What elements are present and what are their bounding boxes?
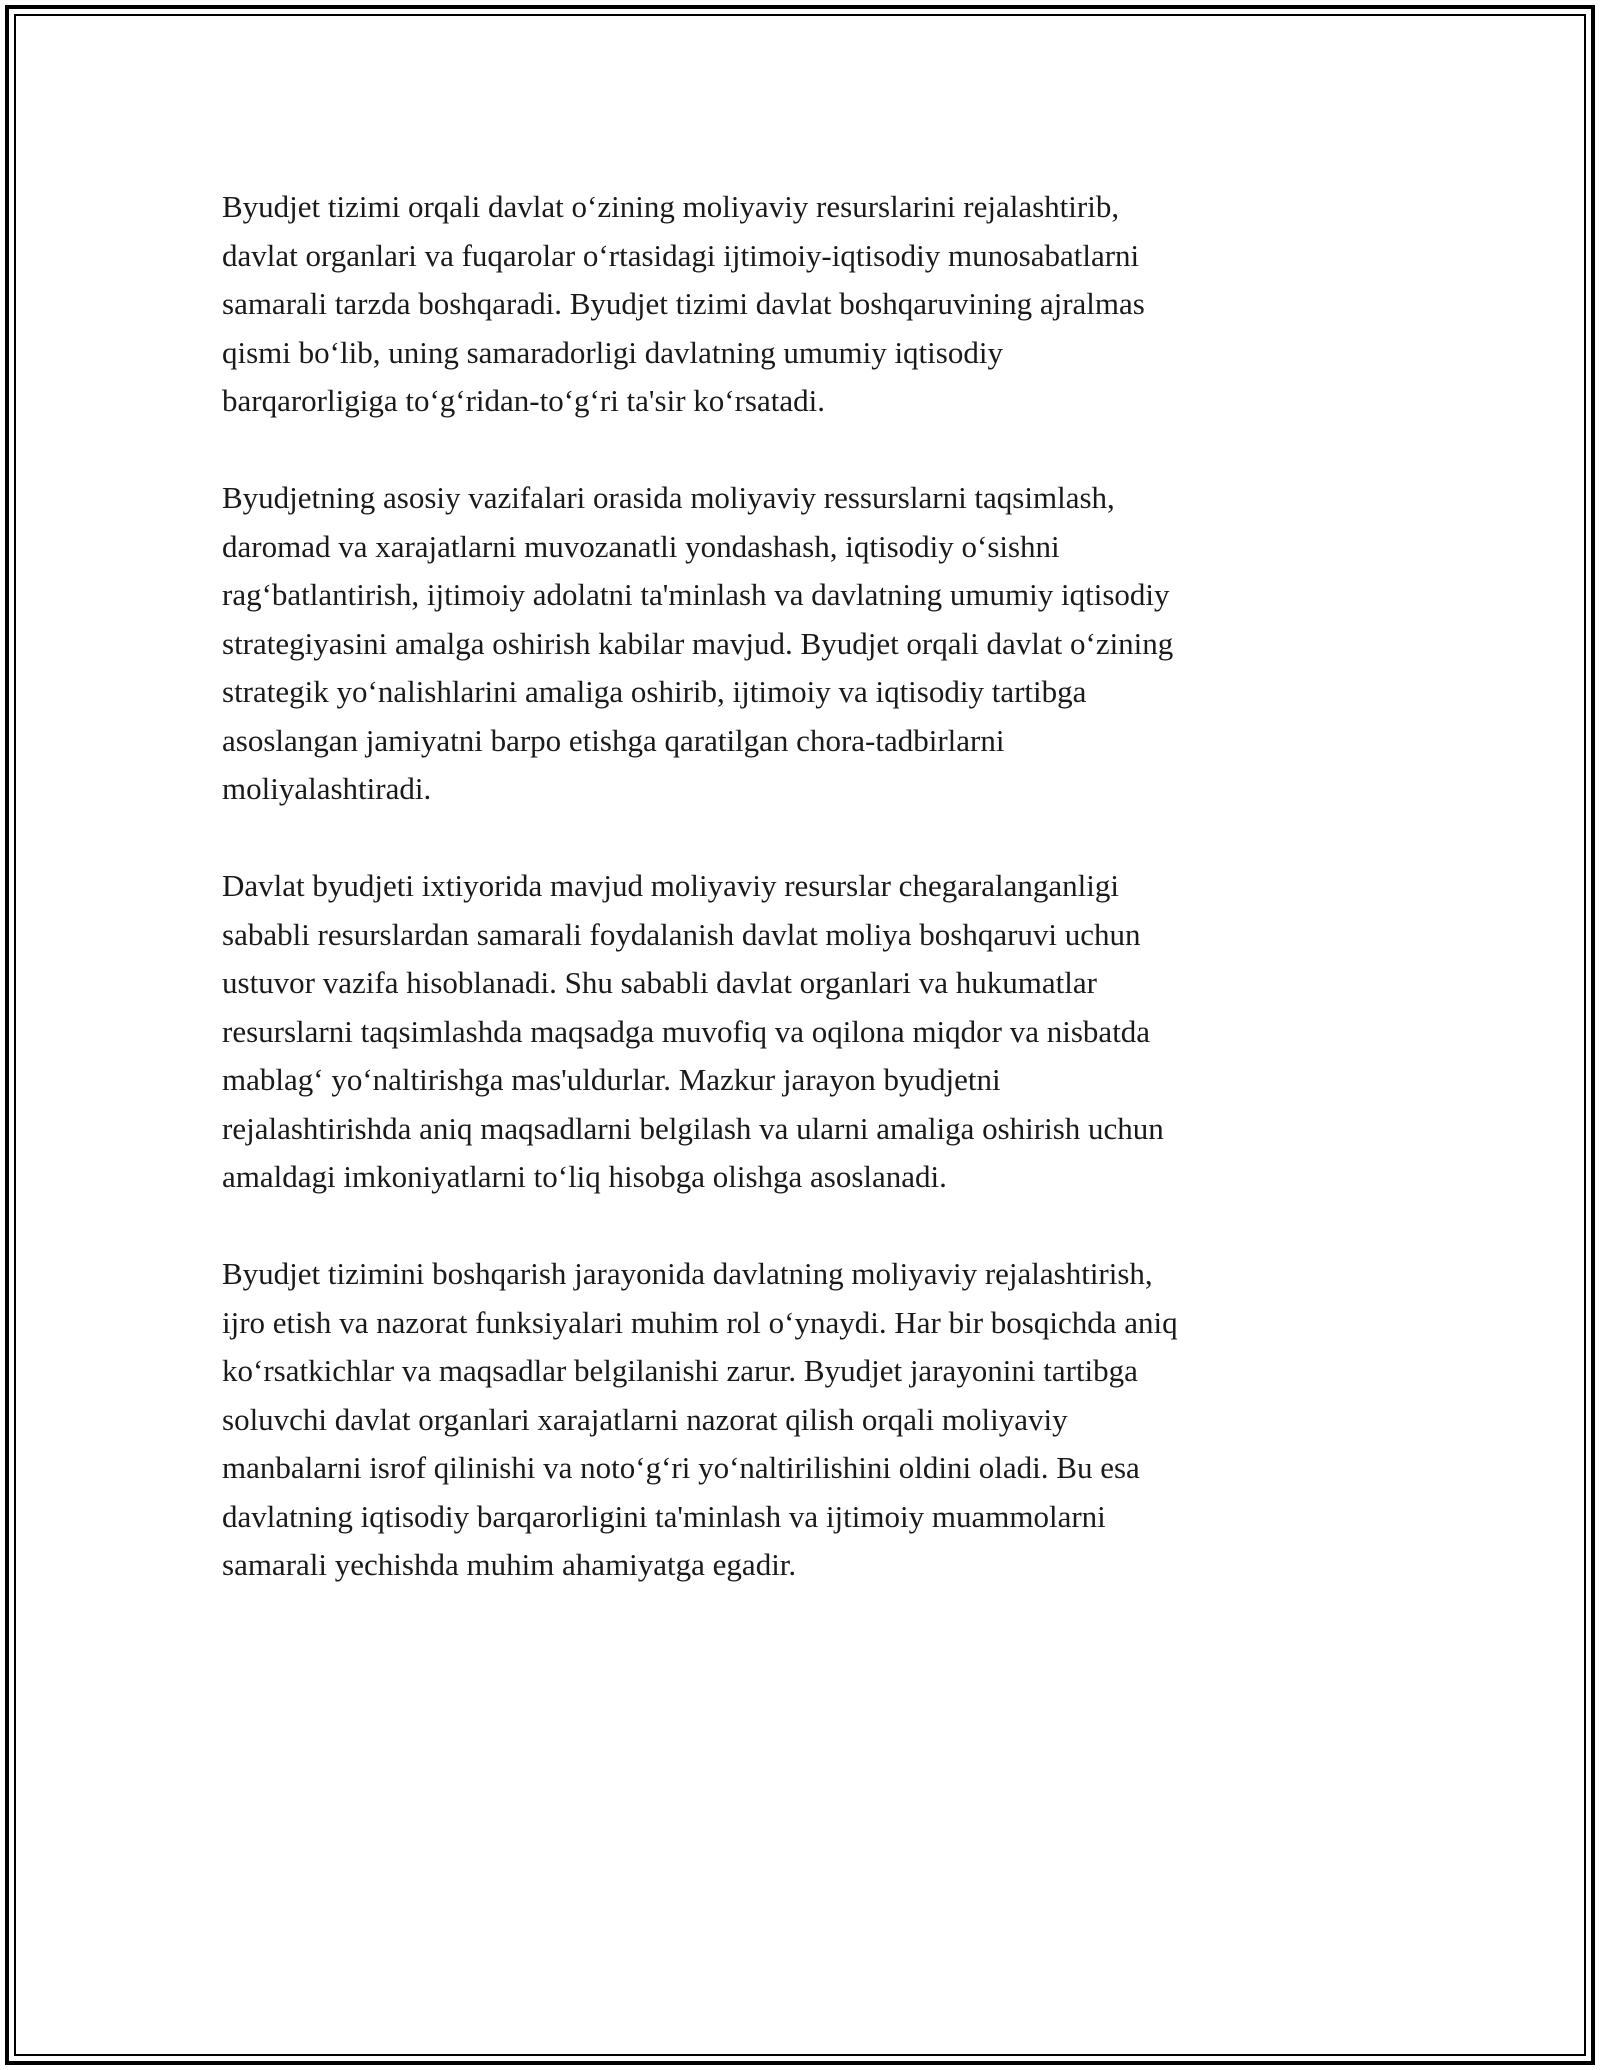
text-line: strategik yo‘nalishlarini amaliga oshirib, ijtimoiy va iqtisodiy tartibga [222,674,1087,709]
paragraph-2 [222,474,1372,814]
text-line: davlat organlari va fuqarolar o‘rtasidagi ijtimoiy-iqtisodiy munosabatlarni [222,237,1140,273]
text-line: qismi bo‘lib, uning samaradorligi davlatning umumiy iqtisodiy [222,334,1003,370]
paragraph-4 [222,1250,1372,1590]
text-line: Byudjet tizimini boshqarish jarayonida davlatning moliyaviy rejalashtirish, [222,1256,1153,1291]
text-line: mablag‘ yo‘naltirishga mas'uldurlar. Mazkur jarayon byudjetni [222,1062,1001,1097]
text-line: barqarorligiga to‘g‘ridan-to‘g‘ri ta'sir ko‘rsatadi. [222,383,825,418]
text-line: ko‘rsatkichlar va maqsadlar belgilanishi zarur. Byudjet jarayonini tartibga [222,1353,1138,1388]
text-line: sababli resurslardan samarali foydalanish davlat moliya boshqaruvi uchun [222,916,1141,952]
text-line: manbalarni isrof qilinishi va noto‘g‘ri yo‘naltirilishini oldini oladi. Bu esa [222,1450,1140,1485]
document-body [222,183,1372,1638]
paragraph-1 [222,183,1372,426]
text-line: rejalashtirishda aniq maqsadlarni belgilash va ularni amaliga oshirish uchun [222,1110,1164,1146]
text-line: Byudjetning asosiy vazifalari orasida moliyaviy ressurslarni taqsimlash, [222,480,1115,515]
text-line: soluvchi davlat organlari xarajatlarni nazorat qilish orqali moliyaviy [222,1401,1068,1437]
text-line: strategiyasini amalga oshirish kabilar mavjud. Byudjet orqali davlat o‘zining [222,625,1174,661]
text-line: moliyalashtiradi. [222,771,432,806]
paragraph-3 [222,862,1372,1202]
text-line: resurslarni taqsimlashda maqsadga muvofiq va oqilona miqdor va nisbatda [222,1013,1151,1049]
text-line: asoslangan jamiyatni barpo etishga qaratilgan chora-tadbirlarni [222,722,1005,758]
text-line: samarali yechishda muhim ahamiyatga egadir. [222,1547,797,1582]
text-line: Byudjet tizimi orqali davlat o‘zining moliyaviy resurslarini rejalashtirib, [222,189,1120,224]
text-line: rag‘batlantirish, ijtimoiy adolatni ta'minlash va davlatning umumiy iqtisodiy [222,577,1170,612]
text-line: ijro etish va nazorat funksiyalari muhim rol o‘ynaydi. Har bir bosqichda aniq [222,1304,1178,1340]
text-line: daromad va xarajatlarni muvozanatli yondashash, iqtisodiy o‘sishni [222,528,1060,564]
text-line: davlatning iqtisodiy barqarorligini ta'minlash va ijtimoiy muammolarni [222,1498,1106,1534]
text-line: Davlat byudjeti ixtiyorida mavjud moliyaviy resurslar chegaralanganligi [222,868,1120,903]
text-line: samarali tarzda boshqaradi. Byudjet tizimi davlat boshqaruvining ajralmas [222,286,1145,321]
text-line: ustuvor vazifa hisoblanadi. Shu sababli davlat organlari va hukumatlar [222,965,1097,1000]
text-line: amaldagi imkoniyatlarni to‘liq hisobga olishga asoslanadi. [222,1159,947,1194]
